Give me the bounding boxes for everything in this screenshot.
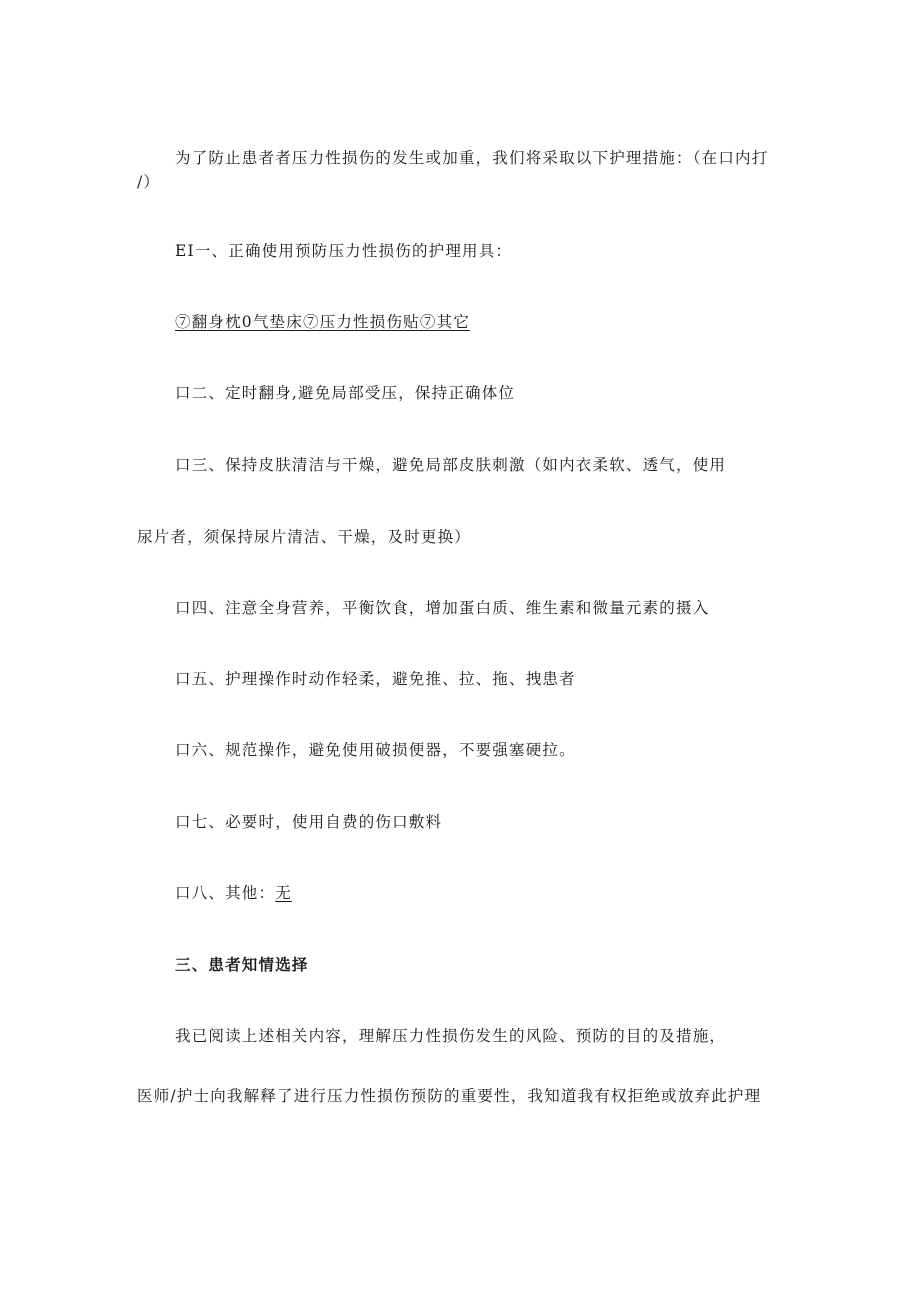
intro-line-1: 为了防止患者者压力性损伤的发生或加重，我们将采取以下护理措施：（在口内打 [175,149,769,167]
intro-line-2: /） [137,173,161,191]
measure-4: 口四、注意全身营养，平衡饮食，增加蛋白质、维生素和微量元素的摄入 [175,599,710,617]
section-3-para-line-2: 医师/护士向我解释了进行压力性损伤预防的重要性，我知道我有权拒绝或放弃此护理 [137,1087,762,1105]
measure-8-value: 无 [275,884,292,902]
measure-8-label: 口八、其他： [175,884,276,902]
measure-1-title: EI一、正确使用预防压力性损伤的护理用具： [175,242,513,260]
measure-6: 口六、规范操作，避免使用破损便器，不要强塞硬拉。 [175,741,576,759]
measure-8 [175,883,292,903]
measure-1-options: ⑦翻身枕0气垫床⑦压力性损伤贴⑦其它 [175,313,470,331]
measure-3-line-2: 尿片者，须保持尿片清洁、干燥，及时更换） [137,528,472,546]
measure-3-line-1: 口三、保持皮肤清洁与干燥，避免局部皮肤刺激（如内衣柔软、透气，使用 [175,456,727,474]
section-3-heading: 三、患者知情选择 [175,955,309,974]
section-3-para-line-1: 我已阅读上述相关内容，理解压力性损伤发生的风险、预防的目的及措施， [175,1027,727,1045]
measure-2: 口二、定时翻身,避免局部受压，保持正确体位 [175,384,516,402]
measure-5: 口五、护理操作时动作轻柔，避免推、拉、拖、拽患者 [175,670,576,688]
measure-7: 口七、必要时，使用自费的伤口敷料 [175,813,443,831]
